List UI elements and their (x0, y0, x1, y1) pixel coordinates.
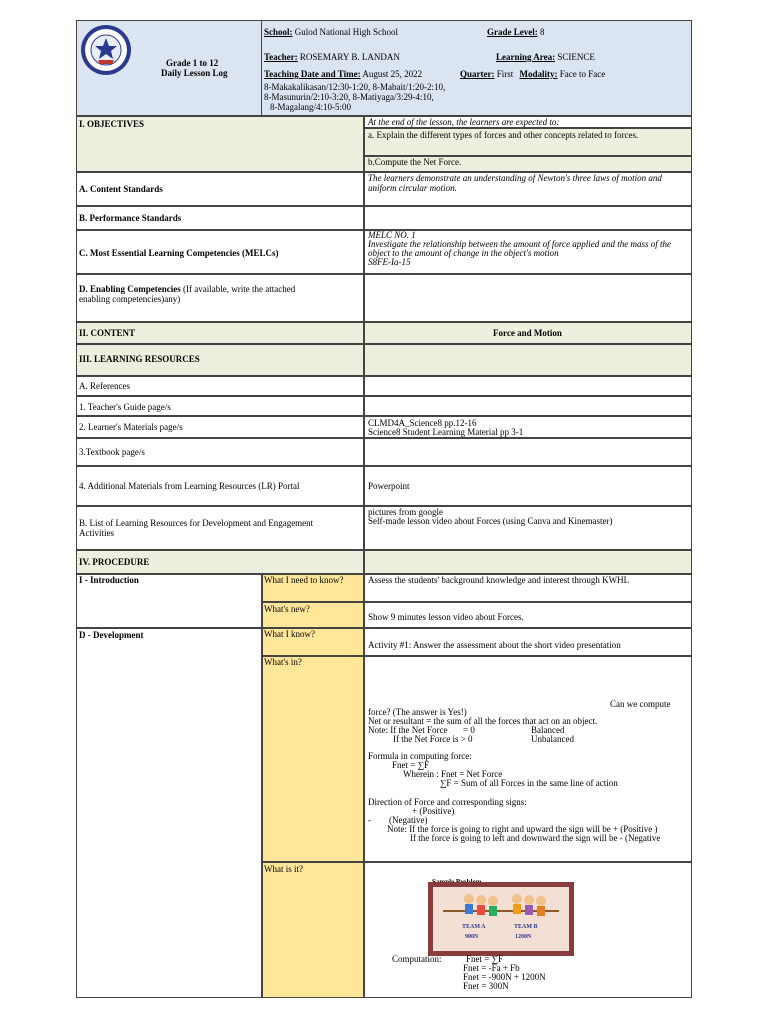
quarter-row: Quarter: First Modality: Face to Face (460, 69, 606, 79)
objective-a: a. Explain the different types of forces and other concepts related to forces. (368, 130, 639, 140)
date-value: August 25, 2022 (362, 69, 423, 79)
whats-in-fnet: Fnet = ∑F (392, 760, 429, 770)
enabling-label-1: D. Enabling Competencies (If available, write the attached (79, 284, 296, 294)
whats-in-net: Net or resultant = the sum of all the forces that act on an object. (368, 716, 598, 726)
content-label: II. CONTENT (79, 328, 136, 338)
whats-in-note4: If the force is going to left and downward the sign will be - (Negative (410, 833, 661, 843)
schedule-line-3: 8-Magalang/4:10-5:00 (270, 102, 351, 112)
lm-value-1: CLMD4A_Science8 pp.12-16 (368, 418, 477, 428)
melc-line-2: object to the amount of change in the object's motion (368, 248, 559, 258)
development-label-cell (76, 628, 262, 998)
resources-label: III. LEARNING RESOURCES (79, 354, 200, 364)
whats-new-value: Show 9 minutes lesson video about Forces. (368, 612, 524, 622)
schedule-line-2: 8-Masunurin/2:10-3:20, 8-Matiyaga/3:29-4:10, (264, 92, 434, 102)
team-b-force: 1200N (515, 934, 532, 940)
grade-row: Grade Level: 8 (487, 27, 545, 37)
what-is-it-label: What is it? (264, 864, 303, 874)
whats-in-sumf: ∑F = Sum of all Forces in the same line of action (440, 778, 618, 788)
objectives-label: I. OBJECTIVES (79, 119, 145, 129)
performance-standards-value-cell (364, 206, 692, 230)
references-label: A. References (79, 381, 130, 391)
computation-line-1: Fnet = ∑F (466, 954, 503, 964)
lr-portal-value-cell (364, 466, 692, 506)
whats-in-q2: force? (The answer is Yes!) (368, 707, 467, 717)
lr-portal-value: Powerpoint (368, 481, 410, 491)
area-value: SCIENCE (557, 52, 595, 62)
whats-in-neg: (Negative) (389, 815, 428, 825)
content-standards-label: A. Content Standards (79, 184, 163, 194)
melc-no: MELC NO. 1 (368, 230, 416, 240)
whats-in-q1: Can we compute (610, 699, 671, 709)
whats-in-note1-c: Balanced (531, 725, 565, 735)
performance-standards-label: B. Performance Standards (79, 213, 182, 223)
whats-in-pos: + (Positive) (412, 806, 455, 816)
modality-value: Face to Face (559, 69, 606, 79)
i-know-value: Activity #1: Answer the assessment about the short video presentation (368, 640, 621, 650)
lm-label: 2. Learner's Materials page/s (79, 422, 183, 432)
development-label: D - Development (79, 630, 144, 640)
melcs-label: C. Most Essential Learning Competencies (MELCs) (79, 248, 279, 258)
objective-b: b.Compute the Net Force. (368, 157, 462, 167)
i-know-label: What I know? (264, 629, 315, 639)
tg-value-cell (364, 396, 692, 416)
schedule-line-1: 8-Makakalikasan/12:30-1:20, 8-Mabait/1:20-2:10, (264, 82, 446, 92)
grade-value: 8 (540, 27, 545, 37)
whats-in-cell (262, 656, 364, 862)
whats-in-formula: Formula in computing force: (368, 751, 472, 761)
whats-new-label: What's new? (264, 604, 310, 614)
resources-value-cell (364, 344, 692, 376)
computation-label: Computation: (392, 954, 442, 964)
school-row: School: Gulod National High School (264, 27, 399, 37)
whats-in-note2-a: If the Net Force is > 0 (393, 734, 473, 744)
whats-in-wherein: Wherein : Fnet = Net Force (403, 769, 503, 779)
whats-in-dash: - (368, 815, 371, 825)
area-row: Learning Area: SCIENCE (496, 52, 595, 62)
teacher-row: Teacher: ROSEMARY B. LANDAN (264, 52, 400, 62)
textbook-label: 3.Textbook page/s (79, 447, 145, 457)
deped-seal-icon (80, 24, 132, 76)
tg-label: 1. Teacher's Guide page/s (79, 402, 171, 412)
need-to-know-value: Assess the students' background knowledge and interest through KWHL (368, 575, 630, 585)
computation-line-3: Fnet = -900N + 1200N (463, 972, 546, 982)
content-standards-line-2: uniform circular motion. (368, 183, 457, 193)
lr-portal-label: 4. Additional Materials from Learning Resources (LR) Portal (79, 481, 300, 491)
list-resources-label-1: B. List of Learning Resources for Development and Engagement (79, 518, 314, 528)
melc-code: S8FE-Ia-15 (368, 257, 411, 267)
lm-value-2: Science8 Student Learning Material pp 3-1 (368, 427, 524, 437)
list-resources-label-cell (76, 506, 364, 550)
list-resources-value-2: Self-made lesson video about Forces (using Canva and Kinemaster) (368, 516, 613, 526)
content-value: Force and Motion (493, 328, 562, 338)
computation-line-2: Fnet = -Fa + Fb (463, 963, 520, 973)
procedure-value-cell (364, 550, 692, 574)
list-resources-label-2: Activities (79, 528, 114, 538)
team-a-force: 900N (465, 934, 479, 940)
content-standards-line-1: The learners demonstrate an understanding of Newton's three laws of motion and (368, 173, 662, 183)
team-a-label: TEAM A (462, 924, 486, 930)
list-resources-value-1: pictures from google (368, 507, 443, 517)
whats-in-note3: Note: If the force is going to right and upward the sign will be + (Positive ) (387, 824, 658, 834)
date-row: Teaching Date and Time: August 25, 2022 (264, 69, 423, 79)
tug-of-war-image (428, 882, 574, 956)
computation-line-4: Fnet = 300N (463, 981, 509, 991)
tug-of-war-figures-icon (433, 887, 569, 951)
teacher-value: ROSEMARY B. LANDAN (299, 52, 400, 62)
procedure-label: IV. PROCEDURE (79, 557, 150, 567)
whats-in-note1-a: Note: If the Net Force (368, 725, 448, 735)
what-is-it-cell (262, 862, 364, 998)
school-value: Gulod National High School (294, 27, 399, 37)
enabling-value-cell (364, 274, 692, 322)
need-to-know-label: What I need to know? (264, 575, 344, 585)
references-value-cell (364, 376, 692, 396)
enabling-label-2: enabling competencies)any) (79, 294, 181, 304)
melc-line-1: Investigate the relationship between the amount of force applied and the mass of the (368, 239, 672, 249)
whats-in-note2-c: Unbalanced (531, 734, 574, 744)
whats-in-label: What's in? (264, 657, 302, 667)
objectives-intro: At the end of the lesson, the learners are expected to: (368, 117, 560, 127)
textbook-value-cell (364, 438, 692, 466)
dll-title-1: Grade 1 to 12 (166, 58, 219, 68)
introduction-label: I - Introduction (79, 575, 139, 585)
whats-in-dir: Direction of Force and corresponding signs: (368, 797, 527, 807)
whats-in-note1-b: = 0 (463, 725, 475, 735)
team-b-label: TEAM B (514, 924, 538, 930)
quarter-value: First (496, 69, 514, 79)
dll-title-2: Daily Lesson Log (161, 68, 228, 78)
